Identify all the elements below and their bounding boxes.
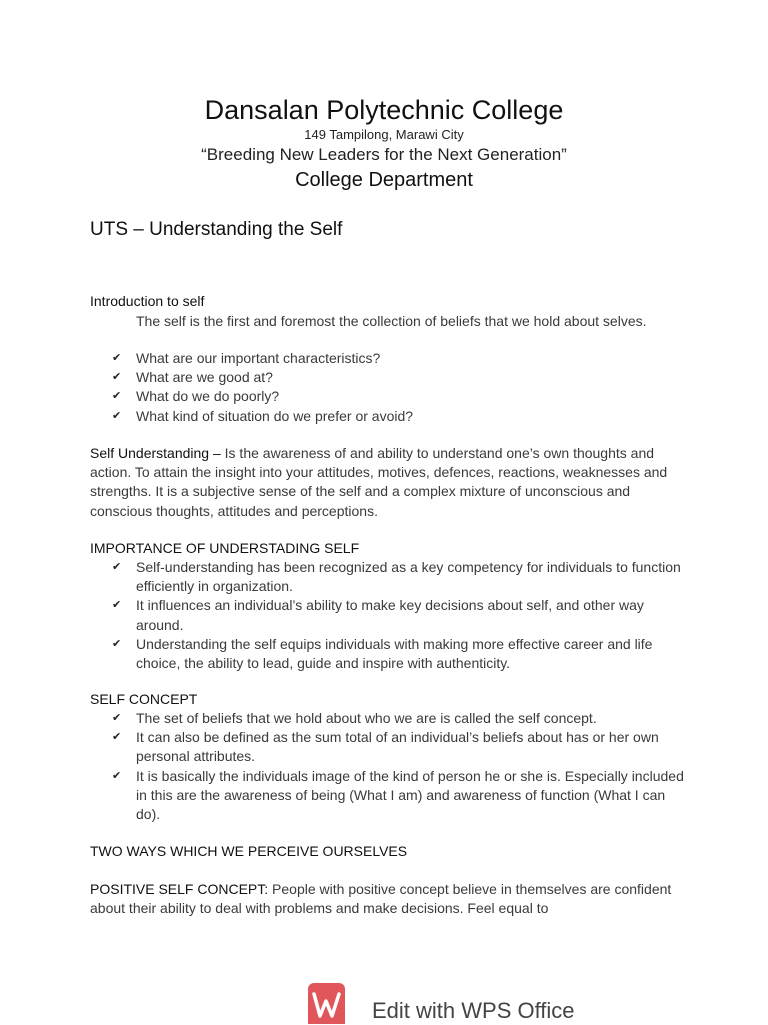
importance-heading: IMPORTANCE OF UNDERSTADING SELF: [90, 540, 360, 556]
positive-self-concept-paragraph: [90, 880, 690, 918]
self-concept-list: [108, 709, 688, 824]
list-item: [108, 728, 688, 766]
checkmark-icon: ✔: [112, 712, 122, 724]
list-item: [108, 635, 688, 673]
checkmark-icon: ✔: [112, 390, 122, 403]
list-item-text: It influences an individual’s ability to make key decisions about self, and other way around.: [136, 597, 644, 633]
list-item-text: What do we do poorly?: [136, 388, 280, 405]
positive-self-concept-term: POSITIVE SELF CONCEPT:: [90, 881, 269, 897]
list-item: [108, 349, 688, 368]
list-item: [108, 407, 688, 426]
checkmark-icon: ✔: [112, 599, 122, 612]
checkmark-icon: ✔: [112, 561, 122, 573]
checkmark-icon: ✔: [112, 731, 122, 744]
department-name: College Department: [295, 169, 473, 191]
list-item-text: What are our important characteristics?: [136, 350, 381, 366]
list-item: [108, 767, 688, 825]
wps-watermark[interactable]: [308, 983, 608, 1024]
self-concept-heading: SELF CONCEPT: [90, 691, 198, 707]
checkmark-icon: ✔: [112, 637, 122, 650]
checkmark-icon: ✔: [112, 409, 122, 422]
checkmark-icon: ✔: [112, 769, 122, 782]
list-item: [108, 368, 688, 387]
intro-heading: Introduction to self: [90, 293, 205, 309]
list-item: [108, 709, 688, 728]
list-item-text: It can also be defined as the sum total of an individual’s beliefs about has or her own personal attributes.: [136, 729, 659, 765]
intro-text: [90, 312, 690, 331]
list-item-text: What are we good at?: [136, 369, 273, 386]
self-understanding-paragraph: [90, 444, 690, 521]
wps-logo-icon: [308, 983, 345, 1024]
self-understanding-text: Is the awareness of and ability to understand one’s own thoughts and action. To attain the insight into your attitudes, motives, defences, reactions, weaknesses and strengths. It is a subjective sense of the self and a complex mixture of unconscious and conscious thoughts, attitudes and perceptions.: [90, 445, 668, 519]
list-item-text: Self-understanding has been recognized as a key competency for individuals to function efficiently in organization.: [136, 559, 681, 595]
list-item-text: What kind of situation do we prefer or avoid?: [136, 407, 414, 424]
list-item-text: It is basically the individuals image of the kind of person he or she is. Especially included in this are the awareness of being (What I am) and awareness of function (What I can do).: [136, 767, 684, 823]
intro-list: [108, 349, 688, 426]
list-item-text: The set of beliefs that we hold about who we are is called the self concept.: [136, 710, 597, 726]
list-item: [108, 387, 688, 406]
college-name: Dansalan Polytechnic College: [204, 95, 564, 125]
checkmark-icon: ✔: [112, 371, 122, 384]
list-item-text: Understanding the self equips individuals with making more effective career and life choice, the ability to lead, guide and inspire with authenticity.: [136, 635, 653, 672]
list-item: [108, 596, 688, 634]
checkmark-icon: ✔: [112, 352, 122, 364]
wps-edit-label[interactable]: Edit with WPS Office: [372, 998, 575, 1023]
self-understanding-term: Self Understanding –: [90, 445, 221, 461]
positive-self-concept-text: People with positive concept believe in themselves are confident about their ability to deal with problems and make decisions. Feel equal to: [90, 881, 672, 917]
list-item: [108, 558, 688, 596]
subject-title: UTS – Understanding the Self: [90, 219, 343, 240]
intro-text-body: The self is the first and foremost the collection of beliefs that we hold about selves.: [136, 313, 647, 329]
two-ways-heading: TWO WAYS WHICH WE PERCEIVE OURSELVES: [90, 843, 408, 859]
college-address: 149 Tampilong, Marawi City: [304, 127, 464, 142]
college-motto: “Breeding New Leaders for the Next Generation”: [201, 145, 567, 164]
importance-list: [108, 558, 688, 673]
